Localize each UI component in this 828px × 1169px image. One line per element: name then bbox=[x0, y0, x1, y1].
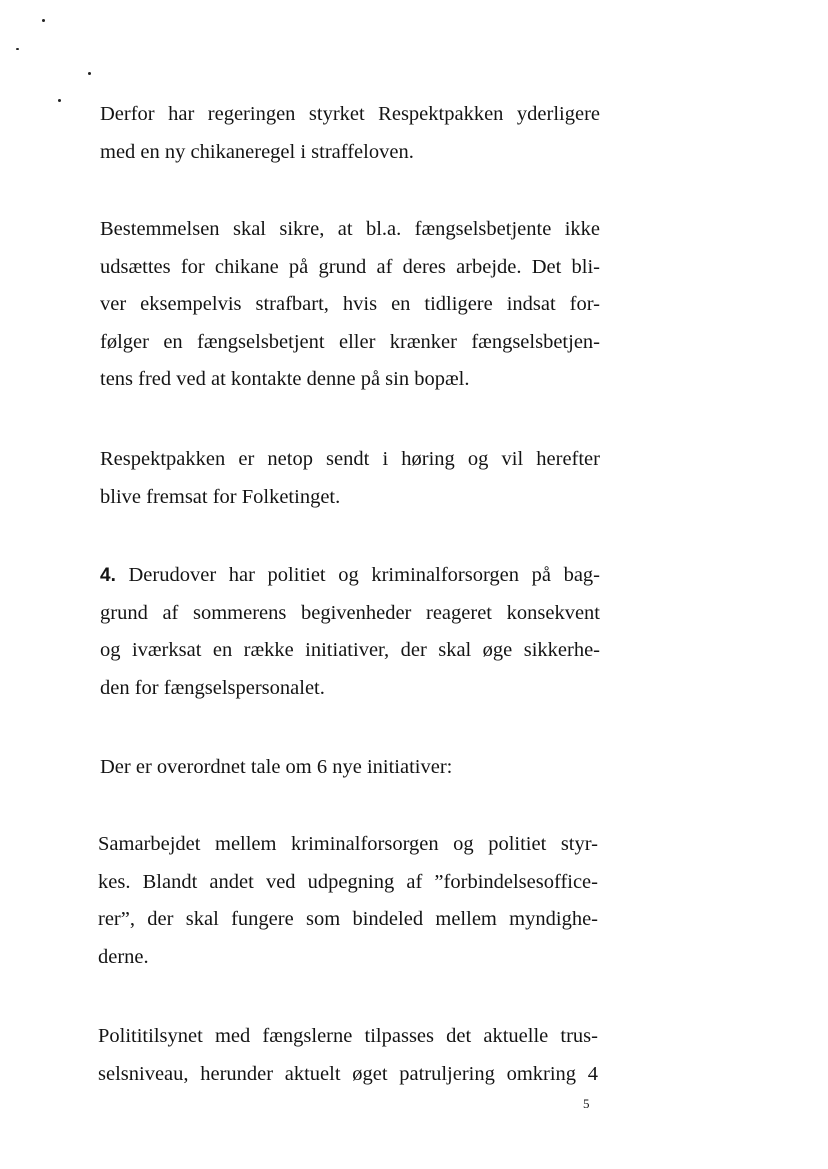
text-line bbox=[100, 557, 600, 595]
text-line: tens fred ved at kontakte denne på sin bopæl. bbox=[100, 368, 470, 390]
scan-speck bbox=[42, 19, 45, 22]
scan-speck bbox=[16, 48, 19, 50]
text-line: Samarbejdet mellem kriminalforsorgen og politiet styr- bbox=[98, 833, 598, 855]
text-line: ver eksempelvis strafbart, hvis en tidligere indsat for- bbox=[100, 293, 600, 315]
text-line: følger en fængselsbetjent eller krænker fængselsbetjen- bbox=[100, 330, 600, 353]
page-number: 5 bbox=[583, 1096, 590, 1111]
paragraph-initiativer-intro bbox=[100, 749, 600, 787]
scan-speck bbox=[88, 72, 91, 75]
text-line: Polititilsynet med fængslerne tilpasses det aktuelle trus- bbox=[98, 1025, 598, 1047]
text-line: Bestemmelsen skal sikre, at bl.a. fængselsbetjente ikke bbox=[100, 218, 600, 240]
text-line: selsniveau, herunder aktuelt øget patruljering omkring 4 bbox=[98, 1062, 598, 1085]
paragraph-samarbejdet bbox=[98, 826, 598, 976]
paragraph-bestemmelsen bbox=[100, 211, 600, 399]
section-number: 4. bbox=[100, 565, 116, 586]
scan-speck bbox=[58, 99, 61, 102]
text-line: kes. Blandt andet ved udpegning af ”forbindelsesoffice- bbox=[98, 870, 598, 893]
text-line: blive fremsat for Folketinget. bbox=[100, 485, 341, 508]
text-line: Respektpakken er netop sendt i høring og vil herefter bbox=[100, 448, 600, 470]
paragraph-respektpakken-chikaneregel bbox=[100, 96, 600, 171]
text-line: Der er overordnet tale om 6 nye initiativer: bbox=[100, 756, 453, 778]
paragraph-hoering bbox=[100, 441, 600, 516]
text-line: rer”, der skal fungere som bindeled mellem myndighe- bbox=[98, 908, 598, 930]
text-line-content: Derudover har politiet og kriminalforsorgen på bag- bbox=[128, 564, 601, 586]
text-line: udsættes for chikane på grund af deres arbejde. Det bli- bbox=[100, 255, 600, 278]
text-line: Derfor har regeringen styrket Respektpakken yderligere bbox=[100, 103, 600, 125]
paragraph-polititilsynet bbox=[98, 1018, 598, 1093]
paragraph-section-4 bbox=[100, 557, 600, 707]
text-line: og iværksat en række initiativer, der skal øge sikkerhe- bbox=[100, 639, 600, 661]
text-line: med en ny chikaneregel i straffeloven. bbox=[100, 140, 414, 163]
text-line: grund af sommerens begivenheder reageret konsekvent bbox=[100, 601, 600, 624]
text-line: derne. bbox=[98, 945, 149, 968]
text-line: den for fængselspersonalet. bbox=[100, 676, 325, 699]
